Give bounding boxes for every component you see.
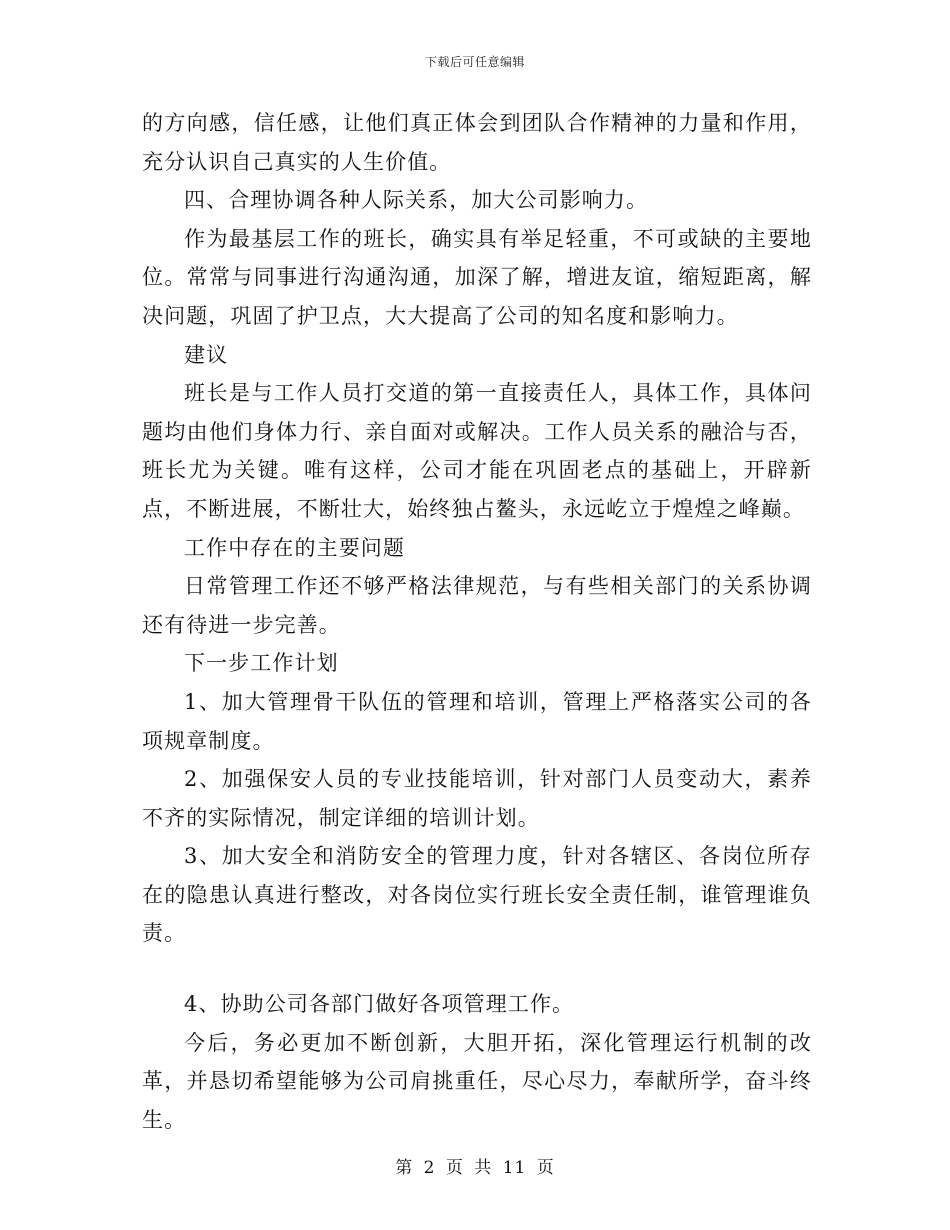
section-heading-4: 四、合理协调各种人际关系，加大公司影响力。 <box>184 188 649 213</box>
paragraph-continuation: 的方向感，信任感，让他们真正体会到团队合作精神的力量和作用，充分认识自己真实的人生价值。 <box>142 111 812 174</box>
section-heading-plan: 下一步工作计划 <box>184 651 339 676</box>
paragraph: 班长是与工作人员打交道的第一直接责任人，具体工作，具体问题均由他们身体力行、亲自面对或解决。工作人员关系的融洽与否，班长尤为关键。唯有这样，公司才能在巩固老点的基础上，开辟新点，不断进展，不断壮大，始终独占鳌头，永远屹立于煌煌之峰巅。 <box>142 381 812 521</box>
page-footer: 第 2 页 共 11 页 <box>395 1158 555 1178</box>
section-heading-suggestion: 建议 <box>184 342 229 367</box>
paragraph-closing: 今后，务必更加不断创新，大胆开拓，深化管理运行机制的改革，并恳切希望能够为公司肩挑重任，尽心尽力，奉献所学，奋斗终生。 <box>142 1030 812 1132</box>
plan-item-1: 1、加大管理骨干队伍的管理和培训，管理上严格落实公司的各项规章制度。 <box>142 689 812 753</box>
plan-item-2: 2、加强保安人员的专业技能培训，针对部门人员变动大，素养不齐的实际情况，制定详细的培训计划。 <box>142 767 812 830</box>
paragraph: 日常管理工作还不够严格法律规范，与有些相关部门的关系协调还有待进一步完善。 <box>142 574 812 637</box>
document-body <box>142 104 812 1139</box>
plan-item-4: 4、协助公司各部门做好各项管理工作。 <box>184 992 575 1017</box>
plan-item-3: 3、加大安全和消防安全的管理力度，针对各辖区、各岗位所存在的隐患认真进行整改，对各岗位实行班长安全责任制，谁管理谁负责。 <box>142 844 812 946</box>
paragraph: 作为最基层工作的班长，确实具有举足轻重，不可或缺的主要地位。常常与同事进行沟通沟通，加深了解，增进友谊，缩短距离，解决问题，巩固了护卫点，大大提高了公司的知名度和影响力。 <box>142 226 812 328</box>
page-header: 下载后可任意编辑 <box>424 55 525 69</box>
section-heading-problems: 工作中存在的主要问题 <box>184 535 405 560</box>
